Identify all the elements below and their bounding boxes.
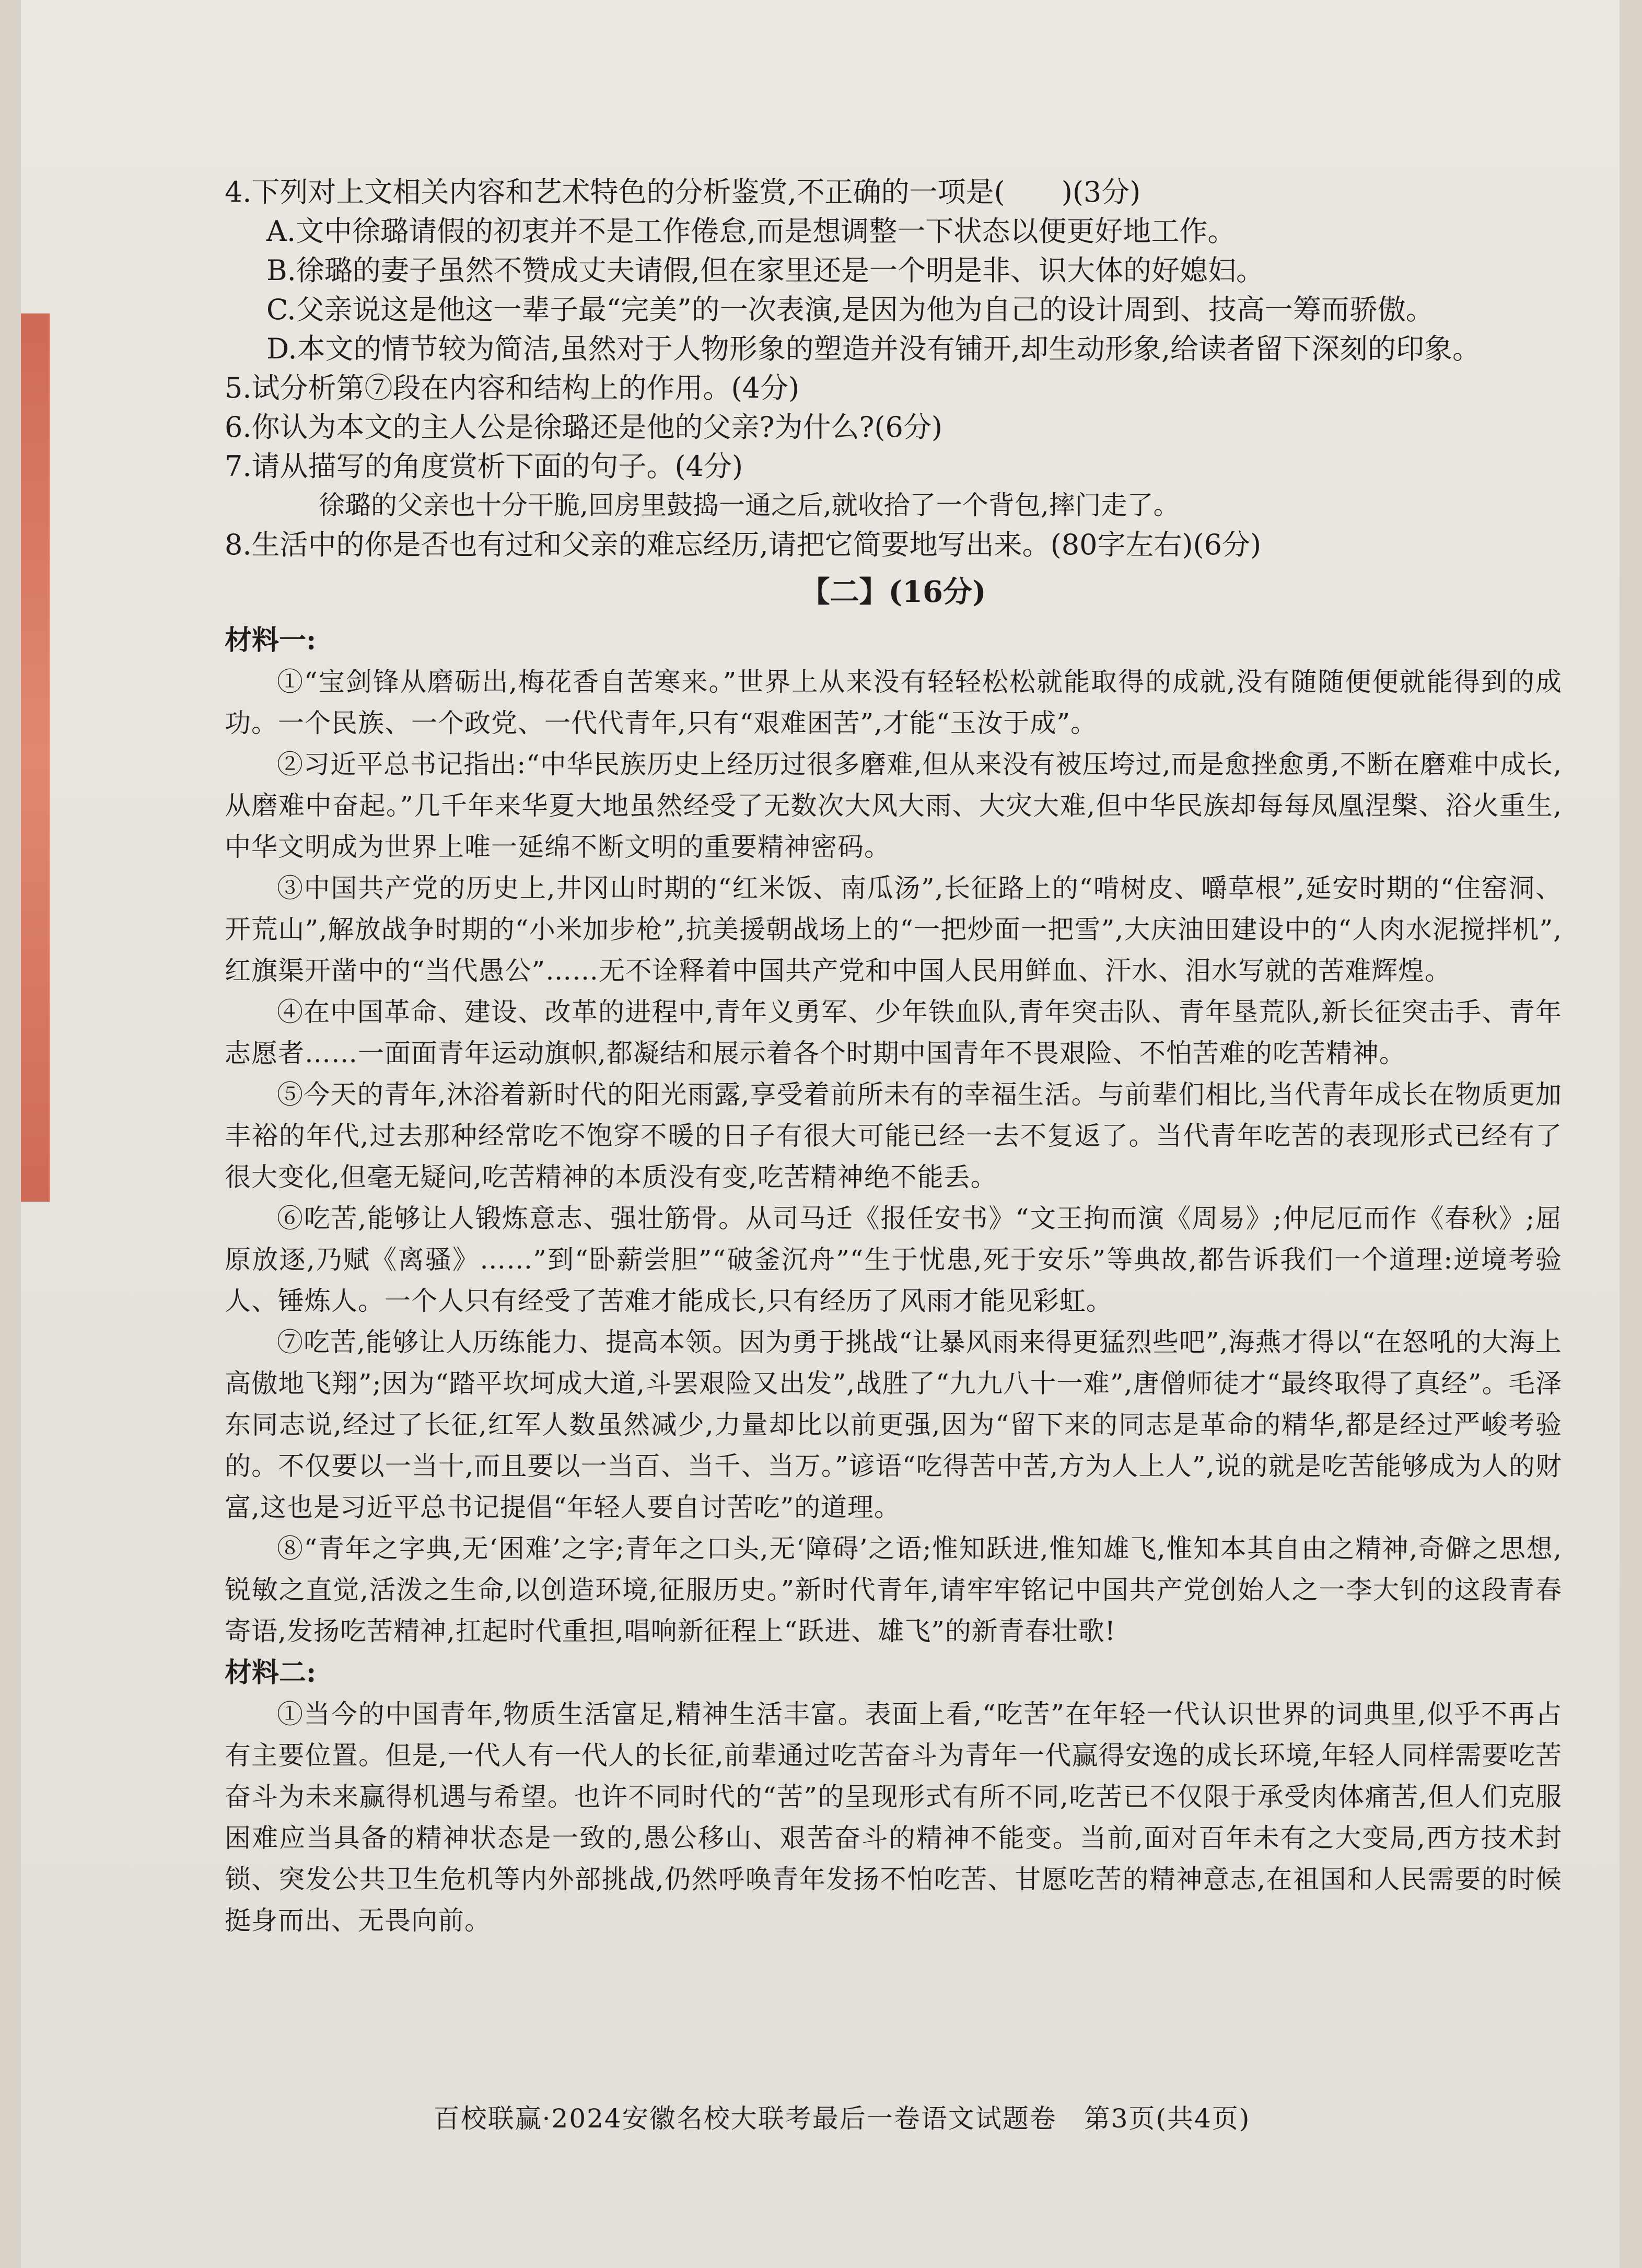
page-content: [225, 172, 1562, 1941]
material-paragraph: ⑥吃苦,能够让人锻炼意志、强壮筋骨。从司马迁《报任安书》“文王拘而演《周易》;仲尼厄而作《春秋》;屈原放逐,乃赋《离骚》……”到“卧薪尝胆”“破釜沉舟”“生于忧患,死于安乐”等典故,都告诉我们一个道理:逆境考验人、锤炼人。一个人只有经受了苦难才能成长,只有经历了风雨才能见彩虹。: [225, 1203, 1562, 1316]
answer-option: D.本文的情节较为简洁,虽然对于人物形象的塑造并没有铺开,却生动形象,给读者留下深刻的印象。: [266, 332, 1481, 365]
answer-option: A.文中徐璐请假的初衷并不是工作倦怠,而是想调整一下状态以便更好地工作。: [266, 215, 1236, 248]
page-footer: 百校联赢·2024安徽名校大联考最后一卷语文试题卷 第3页(共4页): [433, 2103, 1251, 2134]
material-paragraph: ①“宝剑锋从磨砺出,梅花香自苦寒来。”世界上从来没有轻轻松松就能取得的成就,没有随随便便就能得到的成功。一个民族、一个政党、一代代青年,只有“艰难困苦”,才能“玉汝于成”。: [225, 667, 1562, 738]
section-heading: 【二】(16分): [800, 575, 986, 609]
question-line: 7.请从描写的角度赏析下面的句子。(4分): [225, 450, 743, 483]
question-line: 6.你认为本文的主人公是徐璐还是他的父亲?为什么?(6分): [225, 411, 942, 444]
material-one: [225, 661, 1562, 1652]
material-paragraph: ④在中国革命、建设、改革的进程中,青年义勇军、少年铁血队,青年突击队、青年垦荒队,新长征突击手、青年志愿者……一面面青年运动旗帜,都凝结和展示着各个时期中国青年不畏艰险、不怕苦难的吃苦精神。: [225, 997, 1562, 1068]
material-paragraph: ①当今的中国青年,物质生活富足,精神生活丰富。表面上看,“吃苦”在年轻一代认识世界的词典里,似乎不再占有主要位置。但是,一代人有一代人的长征,前辈通过吃苦奋斗为青年一代赢得安逸的成长环境,年轻人同样需要吃苦奋斗为未来赢得机遇与希望。也许不同时代的“苦”的呈现形式有所不同,吃苦已不仅限于承受肉体痛苦,但人们克服困难应当具备的精神状态是一致的,愚公移山、艰苦奋斗的精神不能变。当前,面对百年未有之大变局,西方技术封锁、突发公共卫生危机等内外部挑战,仍然呼唤青年发扬不怕吃苦、甘愿吃苦的精神意志,在祖国和人民需要的时候挺身而出、无畏向前。: [225, 1699, 1562, 1936]
material-paragraph: ③中国共产党的历史上,井冈山时期的“红米饭、南瓜汤”,长征路上的“啃树皮、嚼草根”,延安时期的“住窑洞、开荒山”,解放战争时期的“小米加步枪”,抗美援朝战场上的“一把炒面一把雪”,大庆油田建设中的“人肉水泥搅拌机”,红旗渠开凿中的“当代愚公”……无不诠释着中国共产党和中国人民用鲜血、汗水、泪水写就的苦难辉煌。: [225, 873, 1562, 986]
material-paragraph: ⑦吃苦,能够让人历练能力、提高本领。因为勇于挑战“让暴风雨来得更猛烈些吧”,海燕才得以“在怒吼的大海上高傲地飞翔”;因为“踏平坎坷成大道,斗罢艰险又出发”,战胜了“九九八十一难”,唐僧师徒才“最终取得了真经”。毛泽东同志说,经过了长征,红军人数虽然减少,力量却比以前更强,因为“留下来的同志是革命的精华,都是经过严峻考验的。不仅要以一当十,而且要以一当百、当千、当万。”谚语“吃得苦中苦,方为人上人”,说的就是吃苦能够成为人的财富,这也是习近平总书记提倡“年轻人要自讨苦吃”的道理。: [225, 1327, 1562, 1522]
answer-option: B.徐璐的妻子虽然不赞成丈夫请假,但在家里还是一个明是非、识大体的好媳妇。: [266, 254, 1265, 287]
question-list: [225, 172, 1562, 564]
answer-option: C.父亲说这是他这一辈子最“完美”的一次表演,是因为他为自己的设计周到、技高一筹而骄傲。: [266, 293, 1434, 326]
question-line: 8.生活中的你是否也有过和父亲的难忘经历,请把它简要地写出来。(80字左右)(6分): [225, 528, 1262, 561]
quoted-sentence: 徐璐的父亲也十分干脆,回房里鼓捣一通之后,就收拾了一个背包,摔门走了。: [319, 490, 1180, 520]
question-line: 5.试分析第⑦段在内容和结构上的作用。(4分): [225, 371, 800, 404]
question-line: 4.下列对上文相关内容和艺术特色的分析鉴赏,不正确的一项是( )(3分): [225, 176, 1141, 208]
red-object-edge: [21, 313, 50, 1202]
material-paragraph: ⑤今天的青年,沐浴着新时代的阳光雨露,享受着前所未有的幸福生活。与前辈们相比,当代青年成长在物质更加丰裕的年代,过去那种经常吃不饱穿不暖的日子有很大可能已经一去不复返了。当代青年吃苦的表现形式已经有了很大变化,但毫无疑问,吃苦精神的本质没有变,吃苦精神绝不能丢。: [225, 1079, 1562, 1192]
exam-sheet: [21, 0, 1620, 2268]
material-paragraph: ⑧“青年之字典,无‘困难’之字;青年之口头,无‘障碍’之语;惟知跃进,惟知雄飞,惟知本其自由之精神,奇僻之思想,锐敏之直觉,活泼之生命,以创造环境,征服历史。”新时代青年,请牢牢铭记中国共产党创始人之一李大钊的这段青春寄语,发扬吃苦精神,扛起时代重担,唱响新征程上“跃进、雄飞”的新青春壮歌!: [225, 1533, 1562, 1646]
material-two-title: 材料二:: [225, 1657, 317, 1689]
material-paragraph: ②习近平总书记指出:“中华民族历史上经历过很多磨难,但从来没有被压垮过,而是愈挫愈勇,不断在磨难中成长,从磨难中奋起。”几千年来华夏大地虽然经受了无数次大风大雨、大灾大难,但中华民族却每每凤凰涅槃、浴火重生,中华文明成为世界上唯一延绵不断文明的重要精神密码。: [225, 749, 1562, 862]
material-two: [225, 1694, 1562, 1941]
material-one-title: 材料一:: [225, 624, 317, 656]
